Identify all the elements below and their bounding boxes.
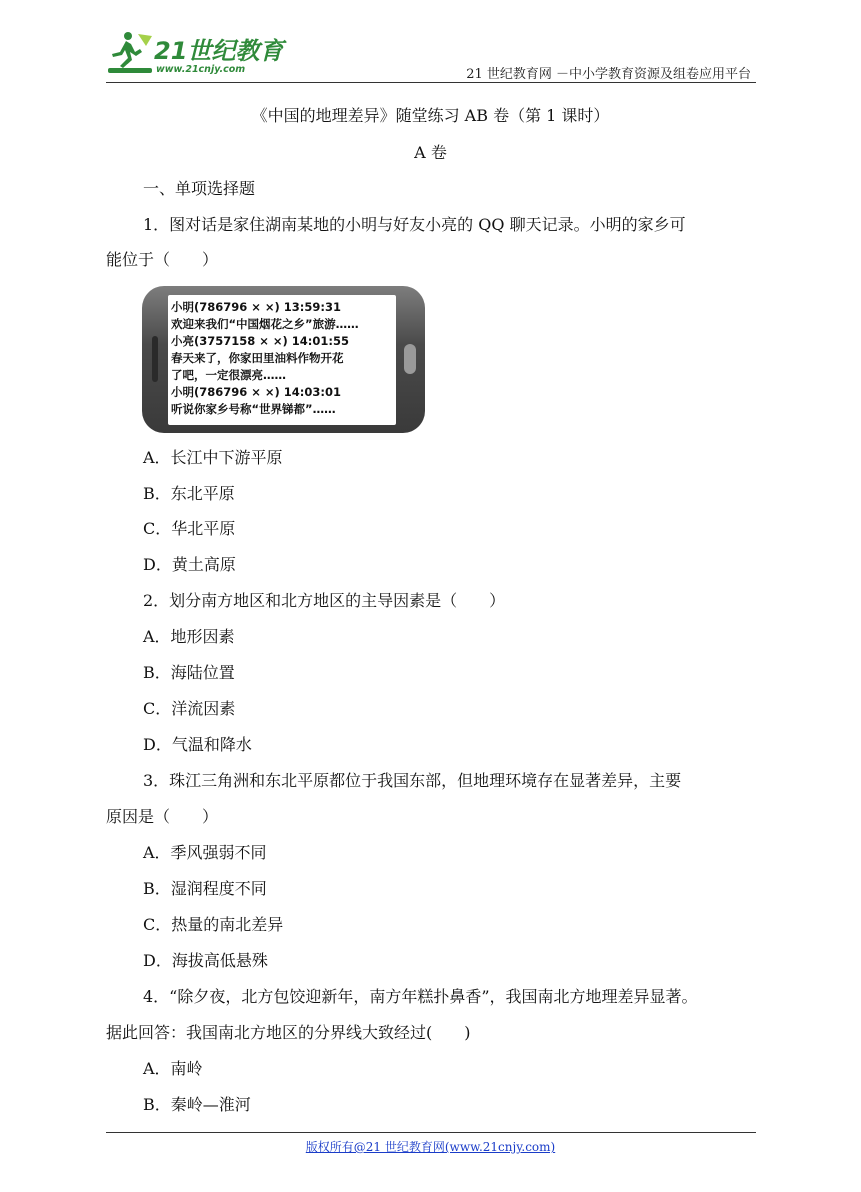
copyright-link[interactable]: 版权所有@21 世纪教育网(www.21cnjy.com)	[305, 1140, 556, 1154]
option-b: B．秦岭—淮河	[143, 1095, 251, 1114]
chat-line: 小明(786796 × ×) 13:59:31	[171, 300, 342, 314]
option-b: B．海陆位置	[143, 663, 235, 682]
phone-speaker	[152, 336, 158, 382]
option-d: D．海拔高低悬殊	[143, 951, 268, 970]
question-4-text-cont: 据此回答：我国南北方地区的分界线大致经过( )	[106, 1023, 471, 1042]
question-3-text: 3．珠江三角洲和东北平原都位于我国东部，但地理环境存在显著差异，主要	[143, 771, 682, 790]
logo-url: www.21cnjy.com	[156, 64, 246, 75]
option-a: A．季风强弱不同	[143, 843, 267, 862]
chat-line: 小亮(3757158 × ×) 14:01:55	[171, 334, 350, 348]
phone-chat-image	[142, 286, 425, 433]
document-subtitle: A 卷	[414, 143, 447, 162]
option-a: A．地形因素	[143, 627, 235, 646]
option-a: A．长江中下游平原	[143, 448, 283, 467]
chat-line: 了吧，一定很漂亮……	[171, 368, 286, 382]
option-a: A．南岭	[143, 1059, 203, 1078]
option-d: D．黄土高原	[143, 555, 236, 574]
chat-line: 小明(786796 × ×) 14:03:01	[171, 385, 342, 399]
header-divider	[106, 82, 756, 83]
section-heading: 一、单项选择题	[143, 179, 256, 198]
chat-line: 听说你家乡号称“世界锑都”……	[171, 402, 336, 416]
option-b: B．湿润程度不同	[143, 879, 267, 898]
chat-line: 春天来了，你家田里油料作物开花	[171, 351, 344, 365]
footer-divider	[106, 1132, 756, 1133]
document-title: 《中国的地理差异》随堂练习 AB 卷（第 1 课时）	[251, 106, 610, 125]
question-2-text: 2．划分南方地区和北方地区的主导因素是（ ）	[143, 591, 506, 610]
logo-text: 21世纪教育	[154, 37, 284, 65]
phone-home-button	[404, 344, 416, 374]
option-d: D．气温和降水	[143, 735, 252, 754]
option-b: B．东北平原	[143, 484, 235, 503]
page-header	[0, 0, 861, 90]
question-1-text-cont: 能位于（ ）	[106, 250, 219, 269]
site-logo[interactable]	[106, 30, 306, 82]
runner-icon	[106, 30, 156, 80]
site-tagline: 21 世纪教育网 －中小学教育资源及组卷应用平台	[466, 67, 751, 82]
question-1-text: 1．图对话是家住湖南某地的小明与好友小亮的 QQ 聊天记录。小明的家乡可	[143, 215, 686, 234]
option-c: C．热量的南北差异	[143, 915, 284, 934]
question-3-text-cont: 原因是（ ）	[106, 807, 219, 826]
option-c: C．洋流因素	[143, 699, 236, 718]
option-c: C．华北平原	[143, 519, 236, 538]
chat-line: 欢迎来我们“中国烟花之乡”旅游……	[171, 317, 359, 331]
phone-screen	[168, 295, 396, 425]
question-4-text: 4．“除夕夜，北方包饺迎新年，南方年糕扑鼻香”，我国南北方地理差异显著。	[143, 987, 698, 1006]
